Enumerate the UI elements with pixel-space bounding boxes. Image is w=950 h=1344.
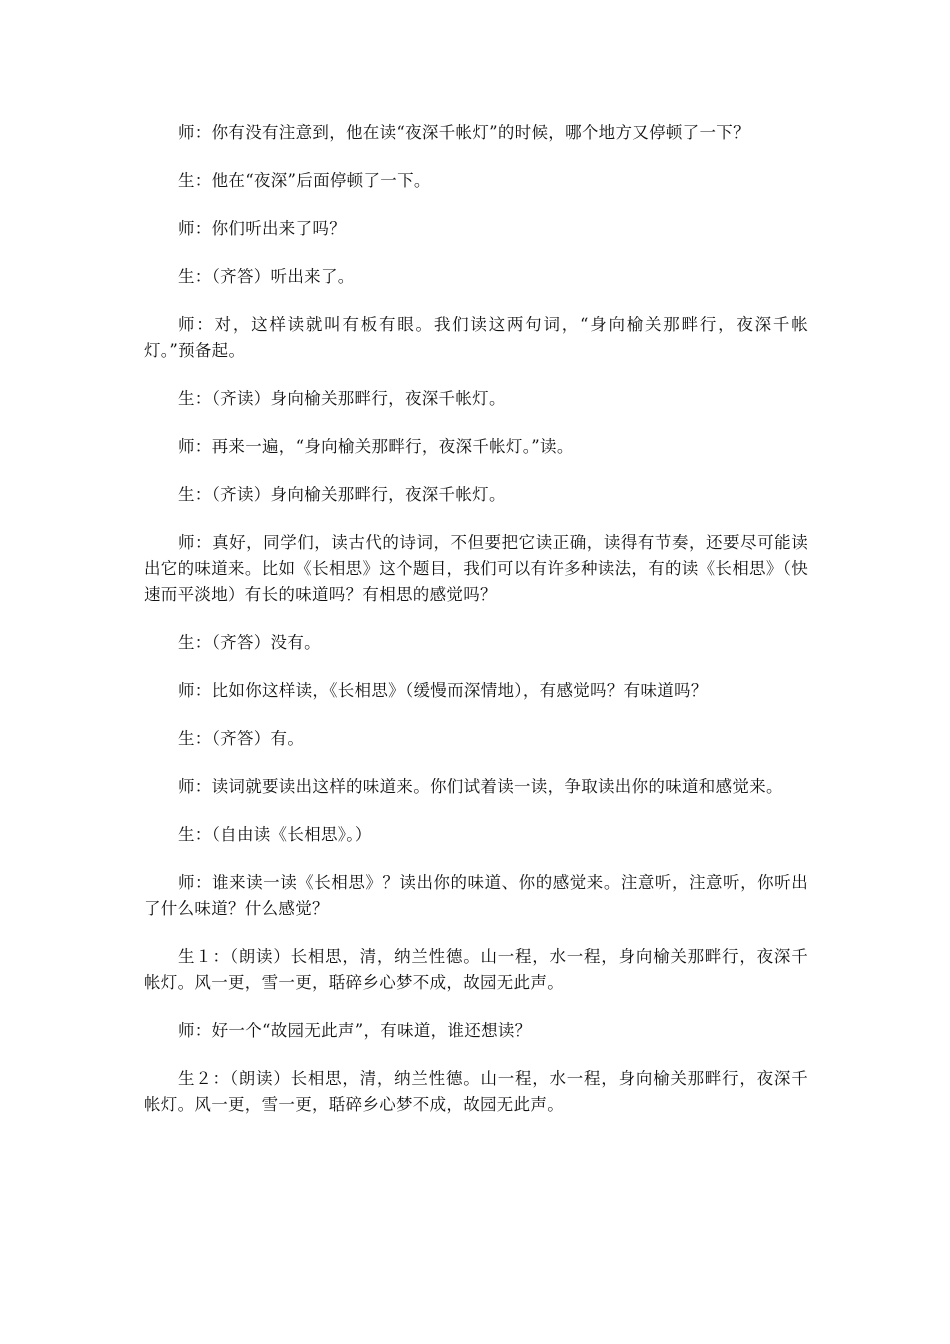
paragraph-student: 生：（齐答）没有。: [178, 633, 321, 652]
paragraph-teacher: 师：再来一遍，“身向榆关那畔行，夜深千帐灯。”读。: [178, 437, 574, 456]
paragraph-student: 生：（齐答）有。: [178, 729, 305, 748]
paragraph-student: 生：他在“夜深”后面停顿了一下。: [178, 171, 431, 190]
paragraph-student: 生：（自由读《长相思》。）: [178, 825, 372, 844]
paragraph-teacher: 师：你有没有注意到，他在读“夜深千帐灯”的时候，哪个地方又停顿了一下？: [178, 123, 750, 142]
paragraph-teacher: 师：比如你这样读，《长相思》（缓慢而深情地），有感觉吗？有味道吗？: [178, 681, 708, 700]
paragraph-student: 生：（齐答）听出来了。: [178, 267, 355, 286]
paragraph-student: 生１：（朗读）长相思，清，纳兰性德。山一程，水一程，身向榆关那畔行，夜深千帐灯。风一更，雪一更，聒碎乡心梦不成，故园无此声。: [144, 947, 808, 992]
dialogue-transcript: [144, 120, 808, 1140]
paragraph-teacher: 师：对，这样读就叫有板有眼。我们读这两句词，“身向榆关那畔行，夜深千帐灯。”预备起。: [144, 315, 808, 360]
paragraph-student: 生：（齐读）身向榆关那畔行，夜深千帐灯。: [178, 389, 506, 408]
paragraph-student: 生：（齐读）身向榆关那畔行，夜深千帐灯。: [178, 485, 506, 504]
paragraph-teacher: 师：你们听出来了吗？: [178, 219, 346, 238]
paragraph-student: 生２：（朗读）长相思，清，纳兰性德。山一程，水一程，身向榆关那畔行，夜深千帐灯。风一更，雪一更，聒碎乡心梦不成，故园无此声。: [144, 1069, 808, 1114]
paragraph-teacher: 师：谁来读一读《长相思》？读出你的味道、你的感觉来。注意听，注意听，你听出了什么味道？什么感觉？: [144, 873, 808, 918]
paragraph-teacher: 师：真好，同学们，读古代的诗词，不但要把它读正确，读得有节奏，还要尽可能读出它的味道来。比如《长相思》这个题目，我们可以有许多种读法，有的读《长相思》（快速而平淡地）有长的味道吗？有相思的感觉吗？: [144, 533, 808, 604]
paragraph-teacher: 师：好一个“故园无此声”，有味道，谁还想读？: [178, 1021, 532, 1040]
paragraph-teacher: 师：读词就要读出这样的味道来。你们试着读一读，争取读出你的味道和感觉来。: [178, 777, 783, 796]
